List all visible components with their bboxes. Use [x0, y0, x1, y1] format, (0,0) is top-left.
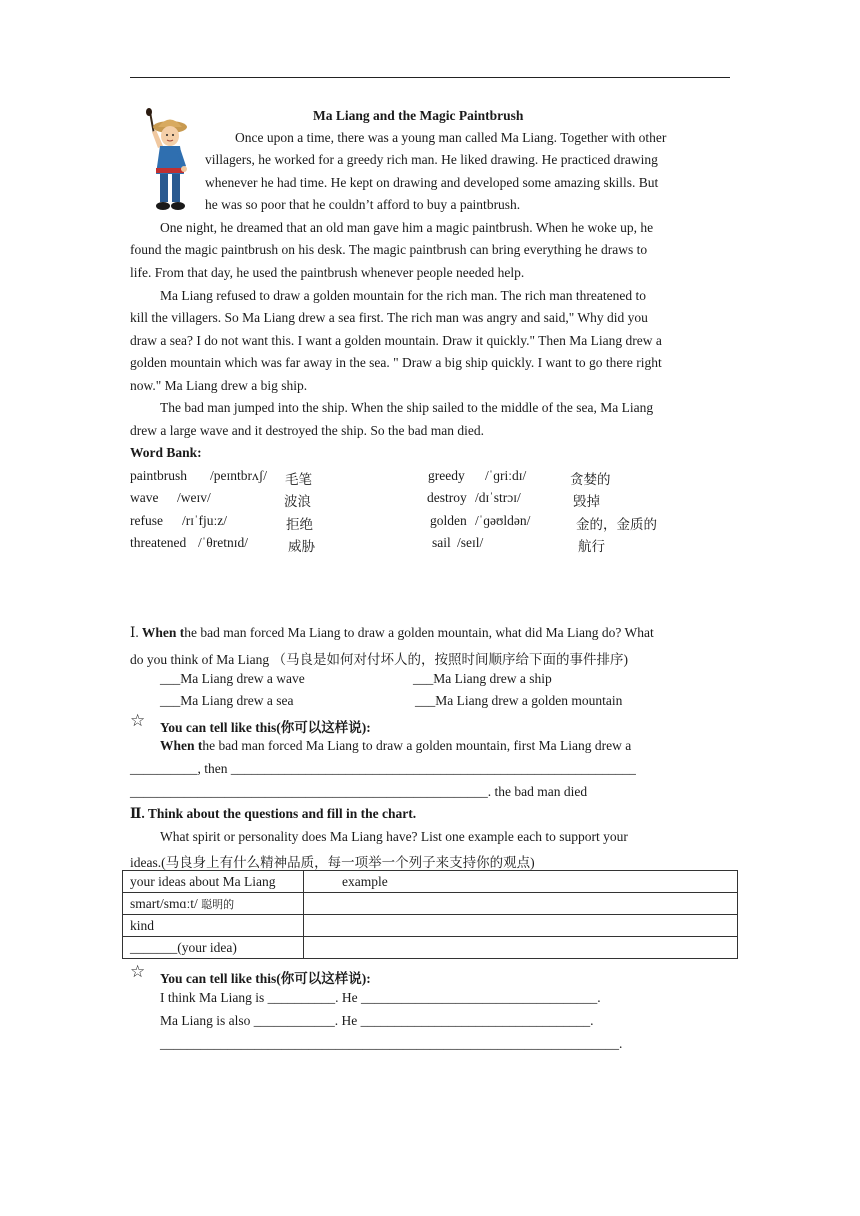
story-line: found the magic paintbrush on his desk. The magic paintbrush can bring everything he draws to [130, 242, 648, 257]
idea-kind: kind [123, 915, 304, 937]
section1-model-blank-line[interactable]: __________, then ____________________________________________________________ [130, 761, 636, 776]
word-bank-meaning: 波浪 [284, 494, 311, 509]
header-ideas: your ideas about Ma Liang [123, 871, 304, 893]
personality-chart [122, 870, 738, 959]
story-line: One night, he dreamed that an old man gave him a magic paintbrush. When he woke up, he [160, 220, 654, 235]
section2-sentence[interactable]: Ma Liang is also ____________. He __________________________________. [160, 1013, 594, 1028]
story-line: Ma Liang refused to draw a golden mountain for the rich man. The rich man threatened to [160, 288, 646, 303]
section1-question-line2: do you think of Ma Liang （马良是如何对付坏人的，按照时间顺序给下面的事件排序) [130, 652, 628, 667]
word-bank-heading: Word Bank: [130, 445, 202, 460]
story-line: kill the villagers. So Ma Liang drew a sea first. The rich man was angry and said," Why did you [130, 310, 648, 325]
header-rule [130, 77, 730, 78]
section2-question-line2: ideas.(马良身上有什么精神品质，每一项举一个列子来支持你的观点) [130, 855, 535, 870]
boy-with-paintbrush-illustration [134, 108, 192, 216]
word-bank-meaning: 毛笔 [285, 472, 312, 487]
section2-question-line1: What spirit or personality does Ma Liang have? List one example each to support your [160, 829, 628, 844]
story-line: golden mountain which was far away in the sea. " Draw a big ship quickly. I want to go there right [130, 355, 662, 370]
table-row [123, 937, 738, 959]
event-golden-mountain[interactable]: ___Ma Liang drew a golden mountain [415, 693, 623, 708]
section2-tip: You can tell like this(你可以这样说): [160, 971, 371, 986]
story-line: now." Ma Liang drew a big ship. [130, 378, 308, 393]
idea-smart [123, 893, 304, 915]
word-bank-meaning: 毁掉 [573, 494, 600, 509]
word-bank-word: paintbrush [130, 468, 187, 483]
word-bank-word: wave [130, 490, 159, 505]
word-bank-word: greedy [428, 468, 465, 483]
event-wave[interactable]: ___Ma Liang drew a wave [160, 671, 305, 686]
section1-model-line1 [160, 738, 631, 754]
word-bank-meaning: 航行 [578, 539, 605, 554]
event-sea[interactable]: ___Ma Liang drew a sea [160, 693, 294, 708]
section1-bold-lead: When t [138, 625, 185, 640]
story-line: drew a large wave and it destroyed the ship. So the bad man died. [130, 423, 485, 438]
word-bank-phonetic: /ˈɡriːdɪ/ [485, 468, 527, 483]
star-icon: ☆ [130, 711, 146, 730]
idea-your-own[interactable]: _______(your idea) [123, 937, 304, 959]
word-bank-meaning: 金的，金质的 [576, 517, 657, 532]
word-bank-phonetic: /ˈθretnɪd/ [198, 535, 248, 550]
example-cell[interactable] [304, 915, 738, 937]
word-bank-phonetic: /dɪˈstrɔɪ/ [475, 490, 521, 505]
word-bank-phonetic: /ˈɡəʊldən/ [475, 513, 531, 528]
section2-sentence[interactable]: ____________________________________________________________________. [160, 1036, 623, 1051]
event-ship[interactable]: ___Ma Liang drew a ship [413, 671, 552, 686]
section1-tip: You can tell like this(你可以这样说): [160, 720, 371, 735]
story-title: Ma Liang and the Magic Paintbrush [313, 108, 524, 123]
story-line: The bad man jumped into the ship. When the ship sailed to the middle of the sea, Ma Liang [160, 400, 654, 415]
star-icon: ☆ [130, 962, 146, 981]
section1-question [130, 625, 654, 641]
section1-model-bold: When t [160, 738, 203, 753]
word-bank-word: golden [430, 513, 467, 528]
table-row [123, 871, 738, 893]
idea-smart-label: smart/smɑːt/ [130, 895, 198, 911]
example-cell[interactable] [304, 937, 738, 959]
header-example: example [304, 871, 738, 893]
word-bank-word: threatened [130, 535, 187, 550]
word-bank-word: refuse [130, 513, 163, 528]
word-bank-meaning: 拒绝 [286, 517, 313, 532]
word-bank-phonetic: /weɪv/ [177, 490, 211, 505]
idea-smart-chinese: 聪明的 [201, 898, 235, 911]
word-bank-phonetic: /seɪl/ [457, 535, 484, 550]
word-bank-meaning: 贪婪的 [570, 472, 611, 487]
word-bank-word: sail [432, 535, 451, 550]
story-line: whenever he had time. He kept on drawing and developed some amazing skills. But [205, 175, 659, 190]
section1-numeral: Ⅰ. [130, 625, 139, 640]
section2-heading: Ⅱ. Think about the questions and fill in the chart. [130, 806, 417, 821]
section1-question-rest: he bad man forced Ma Liang to draw a golden mountain, what did Ma Liang do? What [184, 625, 654, 640]
word-bank-phonetic: /peɪntbrʌʃ/ [210, 468, 267, 483]
story-line: Once upon a time, there was a young man called Ma Liang. Together with other [235, 130, 667, 145]
example-cell[interactable] [304, 893, 738, 915]
section1-model-blank-line[interactable]: _____________________________________________________. the bad man died [130, 784, 588, 799]
word-bank-phonetic: /rɪˈfjuːz/ [182, 513, 227, 528]
story-line: draw a sea? I do not want this. I want a golden mountain. Draw it quickly." Then Ma Liang drew a [130, 333, 662, 348]
story-line: life. From that day, he used the paintbrush whenever people needed help. [130, 265, 525, 280]
table-row [123, 915, 738, 937]
word-bank-meaning: 威胁 [288, 539, 315, 554]
word-bank-word: destroy [427, 490, 467, 505]
story-line: villagers, he worked for a greedy rich man. He liked drawing. He practiced drawing [205, 152, 658, 167]
table-row [123, 893, 738, 915]
section2-sentence[interactable]: I think Ma Liang is __________. He ___________________________________. [160, 990, 601, 1005]
story-line: he was so poor that he couldn’t afford to buy a paintbrush. [205, 197, 521, 212]
section1-model-rest: he bad man forced Ma Liang to draw a golden mountain, first Ma Liang drew a [202, 738, 632, 753]
